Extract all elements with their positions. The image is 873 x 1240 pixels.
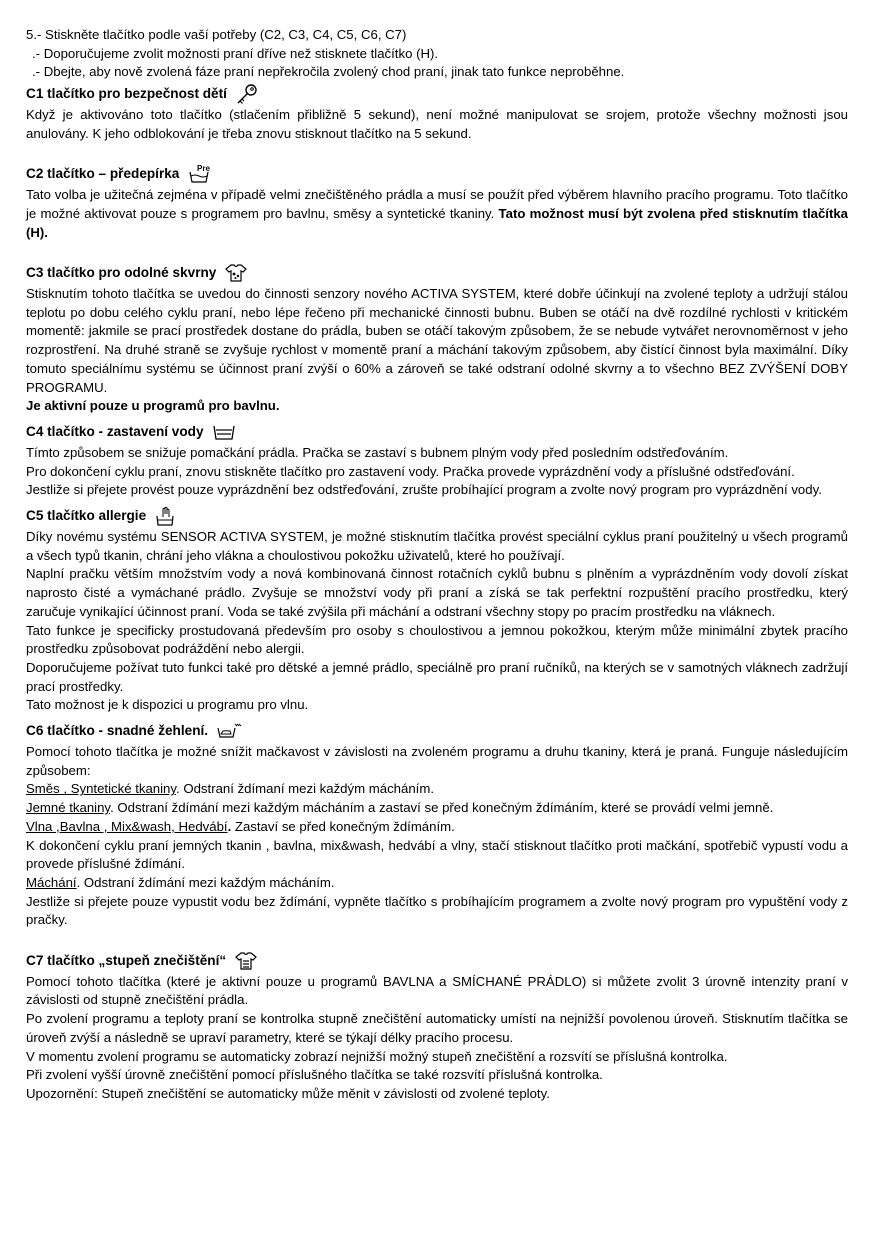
paragraph-bold-text: Tato možnost musí být zvolena před stisknutím tlačítka (H). [26,205,849,240]
section-c7 [26,949,848,1104]
paragraph: Tímto způsobem se snižuje pomačkání prádla. Pračka se zastaví s bubnem plným vody před posledním odstřeďováním. [26,444,729,460]
section-c4 [26,420,848,500]
paragraph: Pomocí tohoto tlačítka je možné snížit mačkavost v závislosti na zvoleném programu a druhu tkaniny, která je praná. Funguje následujícím způsobem: [26,744,848,778]
paragraph: Pomocí tohoto tlačítka (které je aktivní pouze u programů BAVLNA a SMÍCHANÉ PRÁDLO) si můžete zvolit 3 úrovně intenzity praní v závislosti od stupně znečištění prádla. [26,973,848,1008]
section-c5 [26,504,848,715]
list-item-text: . Odstraní ždímání mezi každým mácháním a zastaví se před konečným ždímáním, které se provádí velmi jemně. [110,800,774,816]
stain-shirt-icon [224,263,248,283]
intro-section [26,26,848,82]
manual-page [26,26,848,1104]
section-heading [26,162,848,186]
easy-iron-icon [216,722,242,740]
list-item-term: Jemné tkaniny [26,800,111,816]
list-item-term: Směs , Syntetické tkaniny [26,781,177,797]
list-item [26,799,848,818]
section-heading [26,949,848,973]
key-icon [235,83,259,105]
allergy-hand-icon [154,505,176,527]
paragraph: K dokončení cyklu praní jemných tkanin , bavlna, mix&wash, hedvábí a vlny, stačí stisknout tlačítko proti mačkání, spotřebič vypustí vodu a provede příslušné ždímání. [26,837,848,872]
paragraph: Když je aktivováno toto tlačítko (stlačením přibližně 5 sekund), není možné manipulovat se srojem, protože všechny možnosti jsou anulovány. K jeho odblokování je třeba znovu stisknout tlačítko na 5 sekund. [26,107,848,141]
paragraph: Jestliže si přejete pouze vypustit vodu bez ždímání, vypněte tlačítko s probíhajícím programem a zvolte nový program pro vypuštění vody z pračky. [26,893,848,928]
paragraph-bold: Je aktivní pouze u programů pro bavlnu. [26,398,280,414]
paragraph [26,186,848,242]
list-item [26,780,848,799]
section-heading-text: C6 tlačítko - snadné žehlení. [26,723,209,739]
section-c1 [26,82,848,143]
section-heading [26,719,848,743]
section-heading [26,261,848,285]
section-heading-text: C1 tlačítko pro bezpečnost dětí [26,86,227,102]
list-item [26,818,848,837]
water-stop-icon [212,423,236,441]
paragraph: Upozornění: Stupeň znečištění se automaticky může měnit v závislosti od zvolené teploty. [26,1086,550,1101]
soil-level-icon [234,951,258,971]
list-item [26,874,848,893]
intro-line: .- Doporučujeme zvolit možnosti praní dříve než stisknete tlačítko (H). [32,45,439,61]
paragraph: Pro dokončení cyklu praní, znovu stiskněte tlačítko pro zastavení vody. Pračka provede vyprázdnění vody a příslušné odstřeďování. [26,463,795,479]
paragraph: Při zvolení vyšší úrovně znečištění pomocí příslušného tlačítka se také rozsvítí příslušná kontrolka. [26,1067,603,1083]
list-item-term: Vlna ,Bavlna , Mix&wash, Hedvábí [26,818,228,834]
section-heading-text: C7 tlačítko „stupeň znečištění“ [26,952,227,968]
intro-line: .- Dbejte, aby nově zvolená fáze praní nepřekročila zvolený chod praní, jinak tato funkce neproběhne. [32,64,625,80]
paragraph: Tato funkce je specificky prostudovaná především pro osoby s choulostivou a jemnou pokožkou, kterým může minimální zbytek pracího prostředku způsobovat podráždění nebo alergii. [26,622,848,657]
section-heading-text: C5 tlačítko allergie [26,508,147,524]
list-item-bold-mark: . [227,818,232,834]
section-c6 [26,719,848,930]
paragraph-text: Tato volba je užitečná zejména v případě velmi znečištěného prádla a musí se použít před výběrem hlavního pracího programu. Toto tlačítko je možné aktivovat pouze s programem pro bavlnu, směsy a syntetické tkaniny. [26,187,848,221]
prewash-icon [187,163,213,185]
paragraph: V momentu zvolení programu se automaticky zobrazí nejnižší možný stupeň znečištění a rozsvítí se příslušná kontrolka. [26,1048,728,1064]
paragraph: Stisknutím tohoto tlačítka se uvedou do činnosti senzory nového ACTIVA SYSTEM, které dobře účinkují na zvolené teploty a udržují stálou teplotu po dobu celého cyklu praní, nebo lépe řečeno při mechanické činnosti bubnu. Buben se otáčí na dvě rozdílné rychlosti v kritickém momentě: jakmile se prací prostředek dostane do prádla, buben se otáčí takovým způsobem, že se nebude vytvářet nerovnoměrnost v jeho rozprostření. Na druhé straně se zvyšuje rychlost v momentě praní a máchání takovým způsobem, aby čistící činnost byla maximální. Díky tomuto speciálnímu systému se účinnost praní zvýší o 60% a zároveň se také odstraní odolné skvrny a to všechno BEZ ZVÝŠENÍ DOBY PROGRAMU. [26,286,848,395]
section-heading [26,420,848,444]
section-heading-text: C2 tlačítko – předepírka [26,166,180,182]
paragraph: Naplní pračku větším množstvím vody a nová kombinovaná činnost rotačních cyklů bubnu s plněním a vyprázdněním vody dovolí získat naprosto čisté a vymáchané prádlo. Zvyšuje se množství vody při praní a získá se tak perfektní rozpuštění pracího prostředku, který zaručuje vynikající účinnost praní. Voda se také zvýšila při máchání a odstraní všechny stopy po pracím prostředku na vláknech. [26,566,848,619]
paragraph: Díky novému systému SENSOR ACTIVA SYSTEM, je možné stisknutím tlačítka provést speciální cyklus praní použitelný u všech programů a všech typů tkanin, chrání jeho vlákna a choulostivou pokožku uživatelů, které ho používají. [26,529,848,563]
paragraph: Tato možnost je k dispozici u programu pro vlnu. [26,697,309,713]
paragraph: Po zvolení programu a teploty praní se kontrolka stupně znečištění automaticky umístí na nejnižší povolenou úroveň. Stisknutím tlačítka se úroveň zvýší a následně se upraví parametry, které se týkají délky pracího procesu. [26,1011,848,1045]
intro-line: 5.- Stiskněte tlačítko podle vaší potřeby (C2, C3, C4, C5, C6, C7) [26,27,407,42]
section-heading-text: C3 tlačítko pro odolné skvrny [26,265,217,280]
section-heading [26,504,848,528]
list-item-text: Zastaví se před konečným ždímáním. [231,818,455,834]
prewash-icon-label: Pre [197,164,211,174]
list-item-text: . Odstraní ždímání mezi každým mácháním. [76,874,335,890]
list-item-text: . Odstraní ždímaní mezi každým mácháním. [176,781,434,797]
section-heading-text: C4 tlačítko - zastavení vody [26,423,204,439]
section-c3 [26,261,848,416]
section-heading [26,82,848,106]
list-item-term: Máchání [26,874,77,890]
spacer [26,242,848,261]
spacer [26,930,848,949]
paragraph: Doporučujeme požívat tuto funkci také pro dětské a jemné prádlo, speciálně pro praní ručníků, na kterých se v samotných vláknech zadržují prací prostředky. [26,659,848,694]
paragraph: Jestliže si přejete provést pouze vyprázdnění bez odstřeďování, zrušte probíhající program a zvolte nový program pro vyprázdnění vody. [26,482,822,498]
section-c2 [26,162,848,242]
spacer [26,144,848,163]
